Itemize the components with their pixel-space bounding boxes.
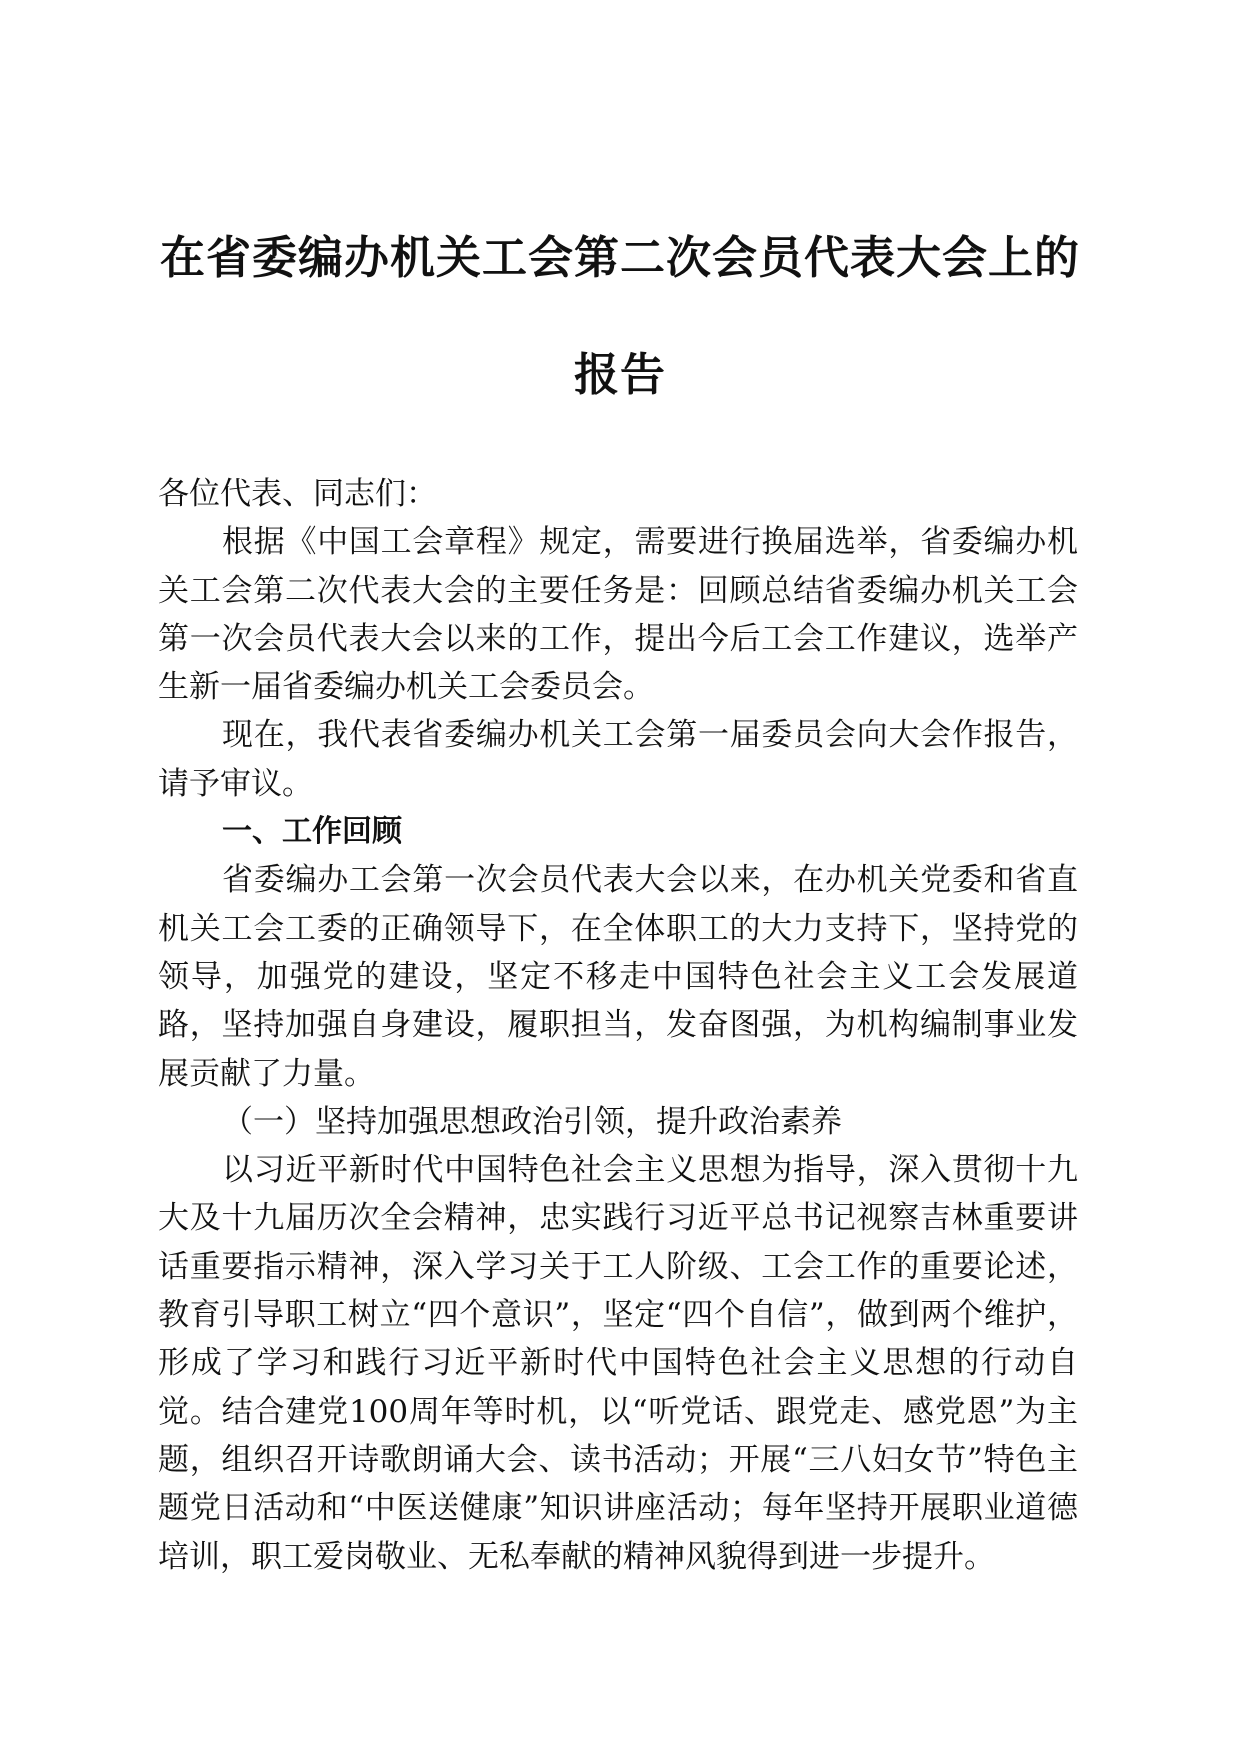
document-title-line-1: 在省委编办机关工会第二次会员代表大会上的: [159, 231, 1080, 284]
section-heading-1: 一、工作回顾: [222, 814, 402, 850]
paragraph-3: 省委编办工会第一次会员代表大会以来，在办机关党委和省直机关工会工委的正确领导下，在全体职工的大力支持下，坚持党的领导，加强党的建设，坚定不移走中国特色社会主义工会发展道路，坚持加强自身建设，履职担当，发奋图强，为机构编制事业发展贡献了力量。: [158, 862, 1078, 1092]
document-body: [158, 470, 1078, 1581]
subsection-heading-1: （一）坚持加强思想政治引领，提升政治素养: [222, 1103, 842, 1140]
salutation: 各位代表、同志们：: [158, 476, 437, 512]
paragraph-2: 现在，我代表省委编办机关工会第一届委员会向大会作报告，请予审议。: [158, 717, 1078, 802]
document-title-line-2: 报告: [573, 348, 666, 401]
paragraph-1: 根据《中国工会章程》规定，需要进行换届选举，省委编办机关工会第二次代表大会的主要任务是：回顾总结省委编办机关工会第一次会员代表大会以来的工作，提出今后工会工作建议，选举产生新一届省委编办机关工会委员会。: [158, 524, 1078, 706]
paragraph-4: 以习近平新时代中国特色社会主义思想为指导，深入贯彻十九大及十九届历次全会精神，忠实践行习近平总书记视察吉林重要讲话重要指示精神，深入学习关于工人阶级、工会工作的重要论述，教育引导职工树立“四个意识”，坚定“四个自信”，做到两个维护，形成了学习和践行习近平新时代中国特色社会主义思想的行动自觉。结合建党100周年等时机，以“听党话、跟党走、感党恩”为主题，组织召开诗歌朗诵大会、读书活动；开展“三八妇女节”特色主题党日活动和“中医送健康”知识讲座活动；每年坚持开展职业道德培训，职工爱岗敬业、无私奉献的精神风貌得到进一步提升。: [158, 1152, 1078, 1575]
